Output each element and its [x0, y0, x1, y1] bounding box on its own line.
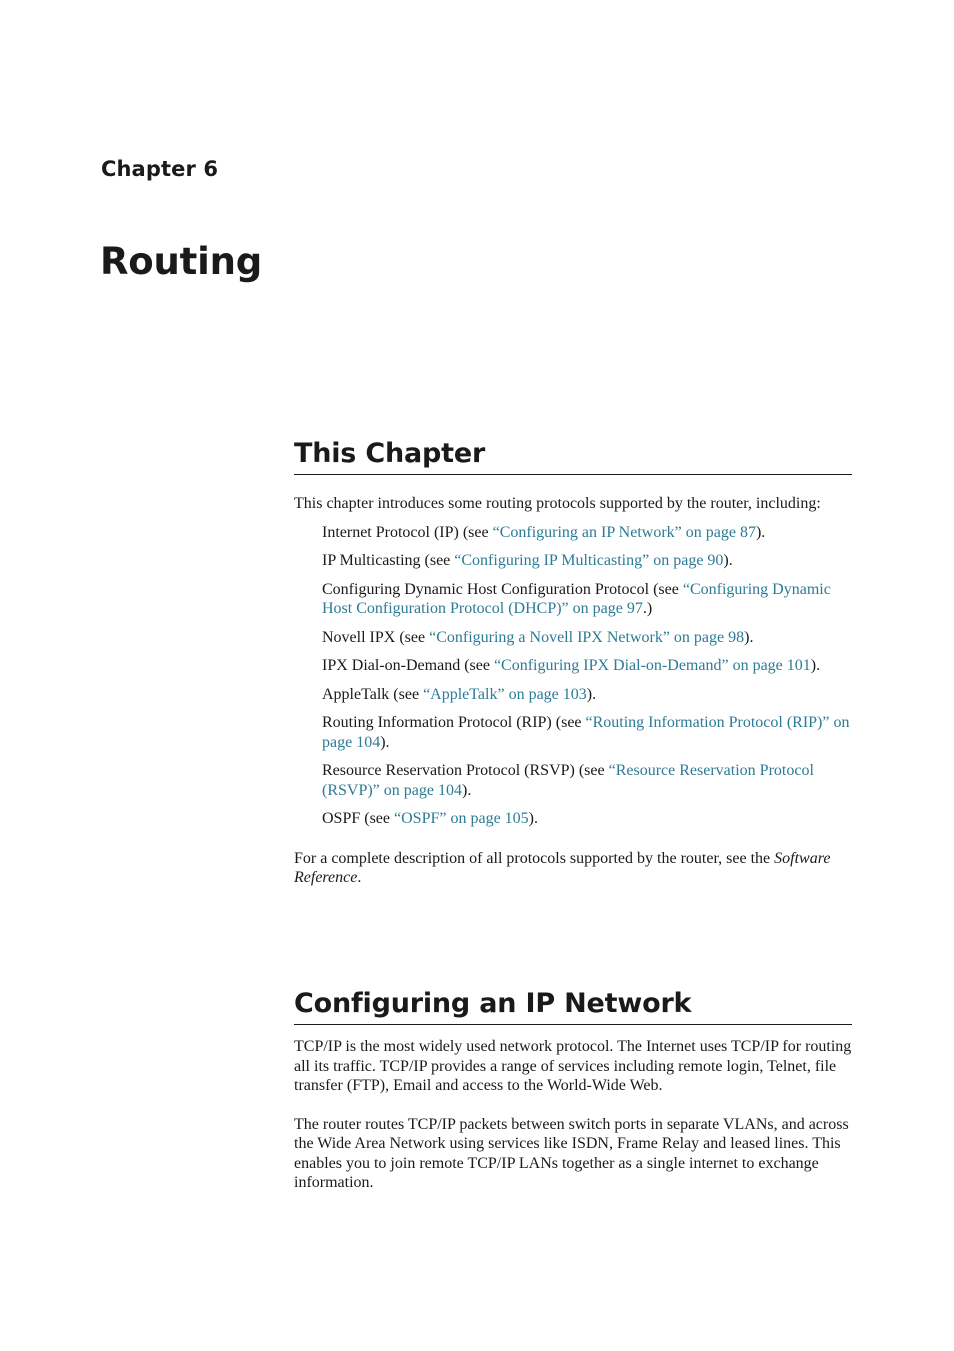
- cross-reference-link[interactable]: “Resource Reservation Protocol (RSVP)” on page 104: [322, 762, 814, 799]
- chapter-label: Chapter 6: [101, 157, 219, 181]
- list-item: [322, 685, 852, 705]
- item-text: IPX Dial-on-Demand (see: [322, 657, 494, 674]
- item-text: ).: [528, 810, 538, 827]
- item-text: ).: [586, 685, 597, 703]
- list-item: [322, 580, 852, 619]
- section-configuring-ip-network: [294, 987, 852, 1193]
- intro-paragraph: This chapter introduces some routing protocols supported by the router, including:: [294, 495, 821, 512]
- software-reference-title: Software Reference: [294, 849, 831, 886]
- cross-reference-link[interactable]: “AppleTalk” on page 103: [423, 685, 587, 703]
- cross-reference-link[interactable]: “Configuring IP Multicasting” on page 90: [454, 552, 724, 569]
- outro-text: For a complete description of all protocols supported by the router, see the: [294, 849, 775, 867]
- list-item: [322, 551, 852, 571]
- ip-paragraph-1: TCP/IP is the most widely used network protocol. The Internet uses TCP/IP for routing all its traffic. TCP/IP provides a range of services including remote login, Telnet, file transfer (FTP), Email and access to the World-Wide Web.: [294, 1038, 852, 1094]
- list-item: [322, 628, 852, 648]
- item-text: ).: [744, 628, 754, 646]
- item-text: ).: [810, 657, 821, 674]
- item-text: Routing Information Protocol (RIP) (see: [322, 714, 586, 731]
- cross-reference-link[interactable]: “Routing Information Protocol (RIP)” on page 104: [322, 714, 850, 751]
- section-heading: This Chapter: [294, 437, 852, 475]
- protocol-list: [294, 523, 852, 829]
- item-text: Configuring Dynamic Host Configuration Protocol (see: [322, 580, 683, 598]
- item-text: AppleTalk (see: [322, 685, 424, 703]
- cross-reference-link[interactable]: “Configuring an IP Network” on page 87: [492, 523, 756, 541]
- item-text: ).: [461, 781, 472, 799]
- item-text: IP Multicasting (see: [322, 552, 455, 569]
- cross-reference-link[interactable]: “Configuring IPX Dial-on-Demand” on page 101: [493, 657, 811, 674]
- ip-paragraph-2: The router routes TCP/IP packets between switch ports in separate VLANs, and across the Wide Area Network using services like ISDN, Frame Relay and leased lines. This enables you to join remote TCP/IP LANs together as a single internet to exchange information.: [294, 1115, 849, 1191]
- list-item: [322, 656, 852, 676]
- item-text: ).: [723, 552, 733, 569]
- item-text: Resource Reservation Protocol (RSVP) (see: [322, 762, 609, 779]
- list-item: [322, 713, 852, 752]
- cross-reference-link[interactable]: “Configuring Dynamic Host Configuration Protocol (DHCP)” on page 97: [322, 580, 831, 617]
- item-text: OSPF (see: [322, 810, 395, 827]
- chapter-title: Routing: [100, 240, 263, 283]
- cross-reference-link[interactable]: “OSPF” on page 105: [394, 810, 529, 827]
- item-text: ).: [380, 733, 390, 751]
- item-text: Novell IPX (see: [322, 628, 430, 646]
- item-text: .): [642, 600, 653, 617]
- cross-reference-link[interactable]: “Configuring a Novell IPX Network” on page 98: [429, 628, 745, 646]
- list-item: [322, 523, 852, 543]
- list-item: [322, 761, 852, 800]
- section-this-chapter: [294, 437, 852, 888]
- list-item: [322, 809, 852, 829]
- item-text: Internet Protocol (IP) (see: [322, 523, 493, 541]
- section-heading: Configuring an IP Network: [294, 987, 852, 1025]
- outro-text: .: [357, 869, 362, 886]
- outro-paragraph: [294, 849, 852, 888]
- item-text: ).: [755, 523, 766, 541]
